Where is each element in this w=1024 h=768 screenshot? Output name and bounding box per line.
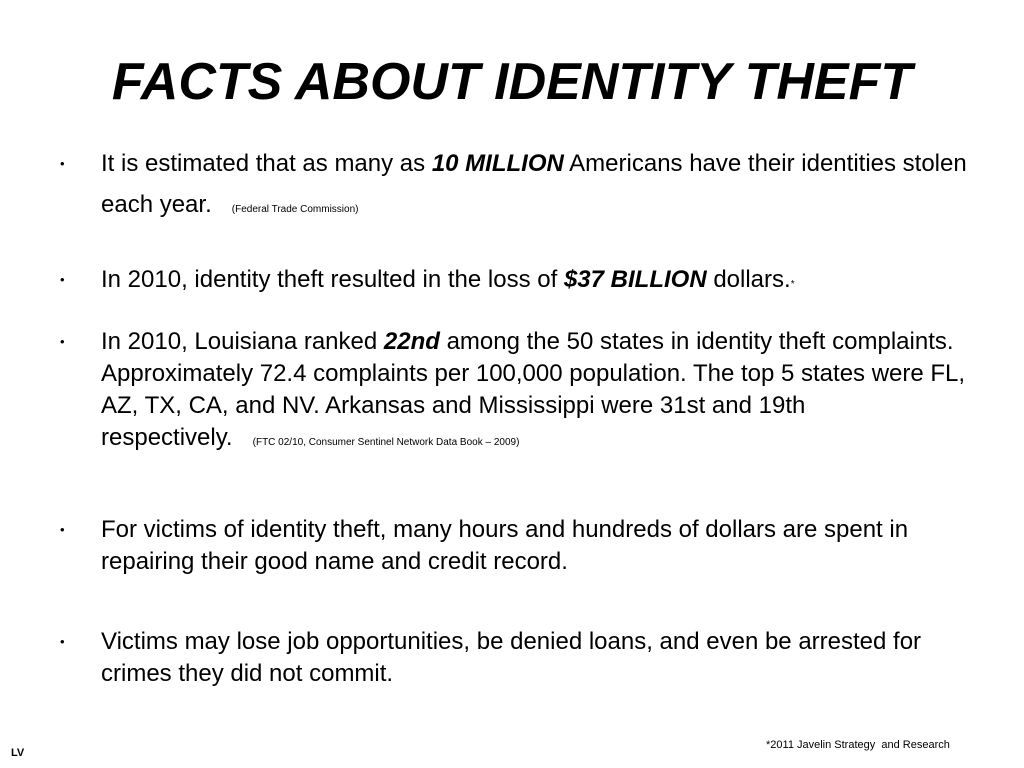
bullet-text: For victims of identity theft, many hours and hundreds of dollars are spent in repairing their good name and credit record. [101, 516, 909, 575]
bullet-item-2 [60, 264, 981, 296]
bullet-citation: (FTC 02/10, Consumer Sentinel Network Data Book – 2009) [252, 437, 520, 448]
bullet-text-pre: In 2010, identity theft resulted in the loss of [101, 266, 564, 293]
author-initials: LV [11, 747, 25, 759]
bullet-text-pre: It is estimated that as many as [101, 150, 432, 177]
bullet-icon: • [60, 156, 65, 171]
bullet-text: Victims may lose job opportunities, be denied loans, and even be arrested for crimes they did not commit. [101, 628, 922, 687]
bullet-item-4 [60, 514, 981, 578]
slide-title: FACTS ABOUT IDENTITY THEFT [111, 53, 913, 111]
bullet-item-5 [60, 626, 981, 690]
bullet-item-1 [60, 143, 981, 225]
bullet-text-post: dollars. [706, 266, 791, 293]
bullet-emphasis: 22nd [383, 328, 440, 355]
bullet-icon: • [60, 634, 65, 649]
bullet-emphasis: $37 BILLION [563, 266, 707, 293]
bullet-icon: • [60, 272, 65, 287]
bullet-item-3 [60, 326, 981, 454]
bullet-citation: (Federal Trade Commission) [231, 204, 359, 215]
bullet-emphasis: 10 MILLION [431, 150, 564, 177]
bullet-text-post: among the 50 states in identity theft complaints. Approximately 72.4 complaints per 100,000 population. The top 5 states were FL, AZ, TX, CA, and NV. Arkansas and Mississippi were 31st and 19th respectively. [101, 328, 966, 451]
bullet-citation: * [790, 279, 795, 290]
bullet-icon: • [60, 522, 65, 537]
bullet-text-post: Americans have their identities stolen each year. [101, 150, 967, 218]
bullet-icon: • [60, 334, 65, 349]
bullet-text-pre: In 2010, Louisiana ranked [101, 328, 384, 355]
footnote: *2011 Javelin Strategy and Research [766, 739, 950, 751]
